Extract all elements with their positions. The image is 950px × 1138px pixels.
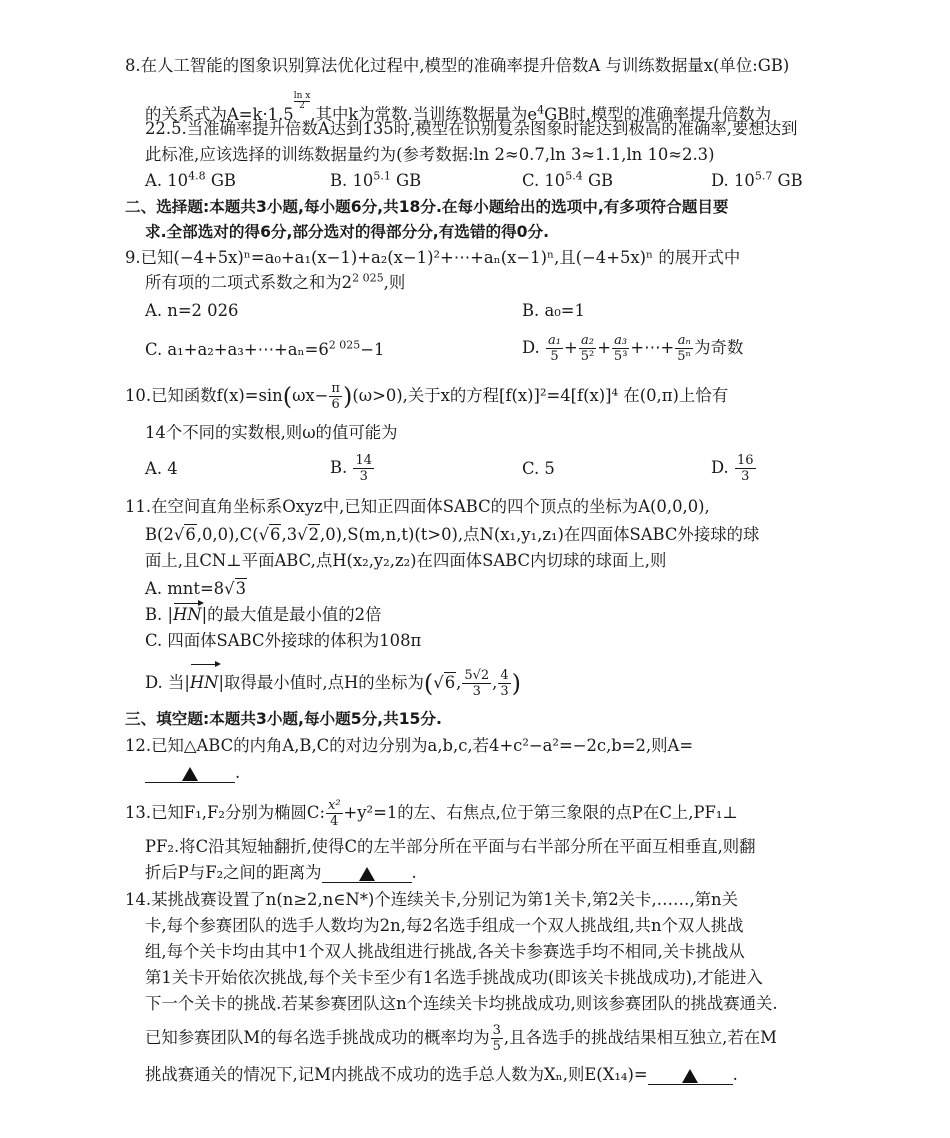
q10-line2: 14个不同的实数根,则ω的值可能为 [145, 423, 398, 442]
q8-option-b: B. $10^{5.1}$ GB [330, 169, 422, 190]
q14-line3: 组,每个关卡均由其中1个双人挑战组进行挑战,各关卡参赛选手均不相同,关卡挑战从 [145, 942, 745, 961]
q10-option-d: D. $\frac{16}{3}$ [711, 453, 754, 484]
q9-d-frac4: $\frac{\text{aₙ}}{\text{5ⁿ}}$ [677, 333, 692, 364]
q14-number: 14. [125, 890, 152, 909]
q11-line3: 面上,且CN⊥平面ABC,点H(x₂,y₂,z₂)在四面体SABC内切球的球面上,则 [145, 551, 667, 570]
q9-option-c: C. $a_1+a_2+a_3+\cdots+a_n=6^{2 025}-1$ [145, 338, 385, 359]
q14-line6: 已知参赛团队M的每名选手挑战成功的概率均为 $\frac{3}{5}$ ,且各选手的挑战结果相互独立,若在M [145, 1023, 777, 1054]
triangle-icon [182, 767, 198, 781]
triangle-icon [682, 1069, 698, 1083]
section2-heading: 二、选择题:本题共3小题,每小题6分,共18分.在每小题给出的选项中,有多项符合题目要 [125, 198, 729, 216]
q10-number: 10. [125, 386, 152, 405]
q10-option-b: B. $\frac{14}{3}$ [330, 453, 373, 484]
q10-line1: 10.已知函数f(x)=sin(ωx− $\frac{\pi}{6}$ )(ω>0),关于x的方程[f(x)]²=4[f(x)]⁴ 在(0,π)上恰有 [125, 381, 729, 412]
q8-number: 8. [125, 56, 141, 75]
q8-option-d: D. $10^{5.7}$ GB [711, 169, 803, 190]
vector-hn: HN [190, 665, 219, 701]
answer-blank[interactable] [322, 864, 412, 883]
section2-heading-line2: 求.全部选对的得6分,部分选对的得部分分,有选错的得0分. [145, 223, 550, 241]
q8-text2c: GB时,模型的准确率提升倍数为 [544, 105, 772, 124]
q13-number: 13. [125, 803, 152, 822]
section3-heading: 三、填空题:本题共3小题,每小题5分,共15分. [125, 710, 442, 728]
q10-option-c: C. 5 [522, 459, 555, 478]
q8-exponent: $\frac{\text{ln x}}{2}$ [293, 91, 311, 111]
q11-option-b: B. |HN|的最大值是最小值的2倍 [145, 605, 382, 624]
q11-number: 11. [125, 497, 152, 516]
q9-line2: 所有项的二项式系数之和为$2^{2 025}$,则 [145, 271, 406, 292]
q8-text1: 在人工智能的图象识别算法优化过程中,模型的准确率提升倍数A 与训练数据量x(单位:GB) [140, 56, 790, 75]
q11-option-c: C. 四面体SABC外接球的体积为108π [145, 631, 422, 650]
vector-hn: HN [173, 605, 202, 624]
q8-option-c: C. $10^{5.4}$ GB [522, 169, 614, 190]
q11-line2: B(2√6,0,0),C(√6,3√2,0),S(m,n,t)(t>0),点N(x₁,y₁,z₁)在四面体SABC外接球的球 [145, 525, 760, 544]
q8-line3: 22.5.当准确率提升倍数A达到135时,模型在识别复杂图象时能达到极高的准确率,要想达到 [145, 119, 798, 138]
q8-line4: 此标准,应该选择的训练数据量约为(参考数据:ln 2≈0.7,ln 3≈1.1,ln 10≈2.3) [145, 145, 715, 164]
q9-line1: 9.已知(−4+5x)ⁿ=a₀+a₁(x−1)+a₂(x−1)²+⋯+aₙ(x−1)ⁿ,且(−4+5x)ⁿ 的展开式中 [125, 248, 741, 267]
q13-line1: 13.已知F₁,F₂分别为椭圆C: $\frac{\text{x²}}{4}$ +y²=1的左、右焦点,位于第三象限的点P在C上,PF₁⊥ [125, 798, 738, 829]
q10-option-a: A. 4 [145, 459, 178, 478]
q11-line1: 11.在空间直角坐标系Oxyz中,已知正四面体SABC的四个顶点的坐标为A(0,0,0), [125, 497, 710, 516]
q12-line2: . [145, 762, 240, 784]
q8-line2: 的关系式为A=k·1.5 $\frac{\text{ln x}}{2}$ ,其中k为常数.当训练数据量为$e^4GB$时,模型的准确率提升倍数为 [145, 91, 772, 124]
q9-option-d: D. $\frac{\text{a₁}}{5}$ + $\frac{\text{a₂}}{\text{5²}}$ + $\frac{\text{a₃}}{\text{5³}}$ +⋯+ $\frac{\text{aₙ}}{\text{5ⁿ}}$ 为奇数 [522, 333, 744, 364]
q14-line5: 下一个关卡的挑战.若某参赛团队这n个连续关卡均挑战成功,则该参赛团队的挑战赛通关. [145, 994, 778, 1013]
q9-d-frac1: $\frac{\text{a₁}}{5}$ [548, 333, 561, 364]
q9-d-frac3: $\frac{\text{a₃}}{\text{5³}}$ [613, 333, 628, 364]
q13-line3: 折后P与F₂之间的距离为 . [145, 863, 417, 882]
answer-blank[interactable] [145, 764, 235, 783]
q8-text2b: ,其中k为常数.当训练数据量为e [310, 105, 538, 124]
q8-option-a: A. $10^{4.8}$ GB [145, 169, 236, 190]
q10-frac: $\frac{\pi}{6}$ [331, 381, 340, 412]
q14-line2: 卡,每个参赛团队的选手人数均为2n,每2名选手组成一个双人挑战组,共n个双人挑战 [145, 916, 744, 935]
q9-option-a: A. n=2 026 [145, 301, 239, 320]
q11-option-d: D. 当|HN|取得最小值时,点H的坐标为(√6, $\frac{5√2}{3}$ , $\frac{4}{3}$ ) [145, 665, 521, 701]
q9-number: 9. [125, 248, 141, 267]
answer-blank[interactable] [648, 1066, 733, 1085]
q8-text2a: 的关系式为A=k·1.5 [145, 105, 294, 124]
q8-line1 [125, 55, 789, 77]
q9-d-frac2: $\frac{\text{a₂}}{\text{5²}}$ [580, 333, 595, 364]
q11-option-a: A. mnt=8√3 [145, 579, 246, 598]
q9-option-b: B. a₀=1 [522, 301, 585, 320]
q13-line2: PF₂.将C沿其短轴翻折,使得C的左半部分所在平面与右半部分所在平面互相垂直,则翻 [145, 837, 756, 856]
q14-line1: 14.某挑战赛设置了n(n≥2,n∈N*)个连续关卡,分别记为第1关卡,第2关卡,……,第n关 [125, 890, 738, 909]
q12-number: 12. [125, 736, 152, 755]
q12-line1: 12.已知△ABC的内角A,B,C的对边分别为a,b,c,若4+c²−a²=−2c,b=2,则A= [125, 736, 694, 755]
triangle-icon [359, 867, 375, 881]
q14-line7: 挑战赛通关的情况下,记M内挑战不成功的选手总人数为Xₙ,则E(X₁₄)= . [145, 1065, 738, 1084]
q14-line4: 第1关卡开始依次挑战,每个关卡至少有1名选手挑战成功(即该关卡挑战成功),才能进入 [145, 968, 763, 987]
